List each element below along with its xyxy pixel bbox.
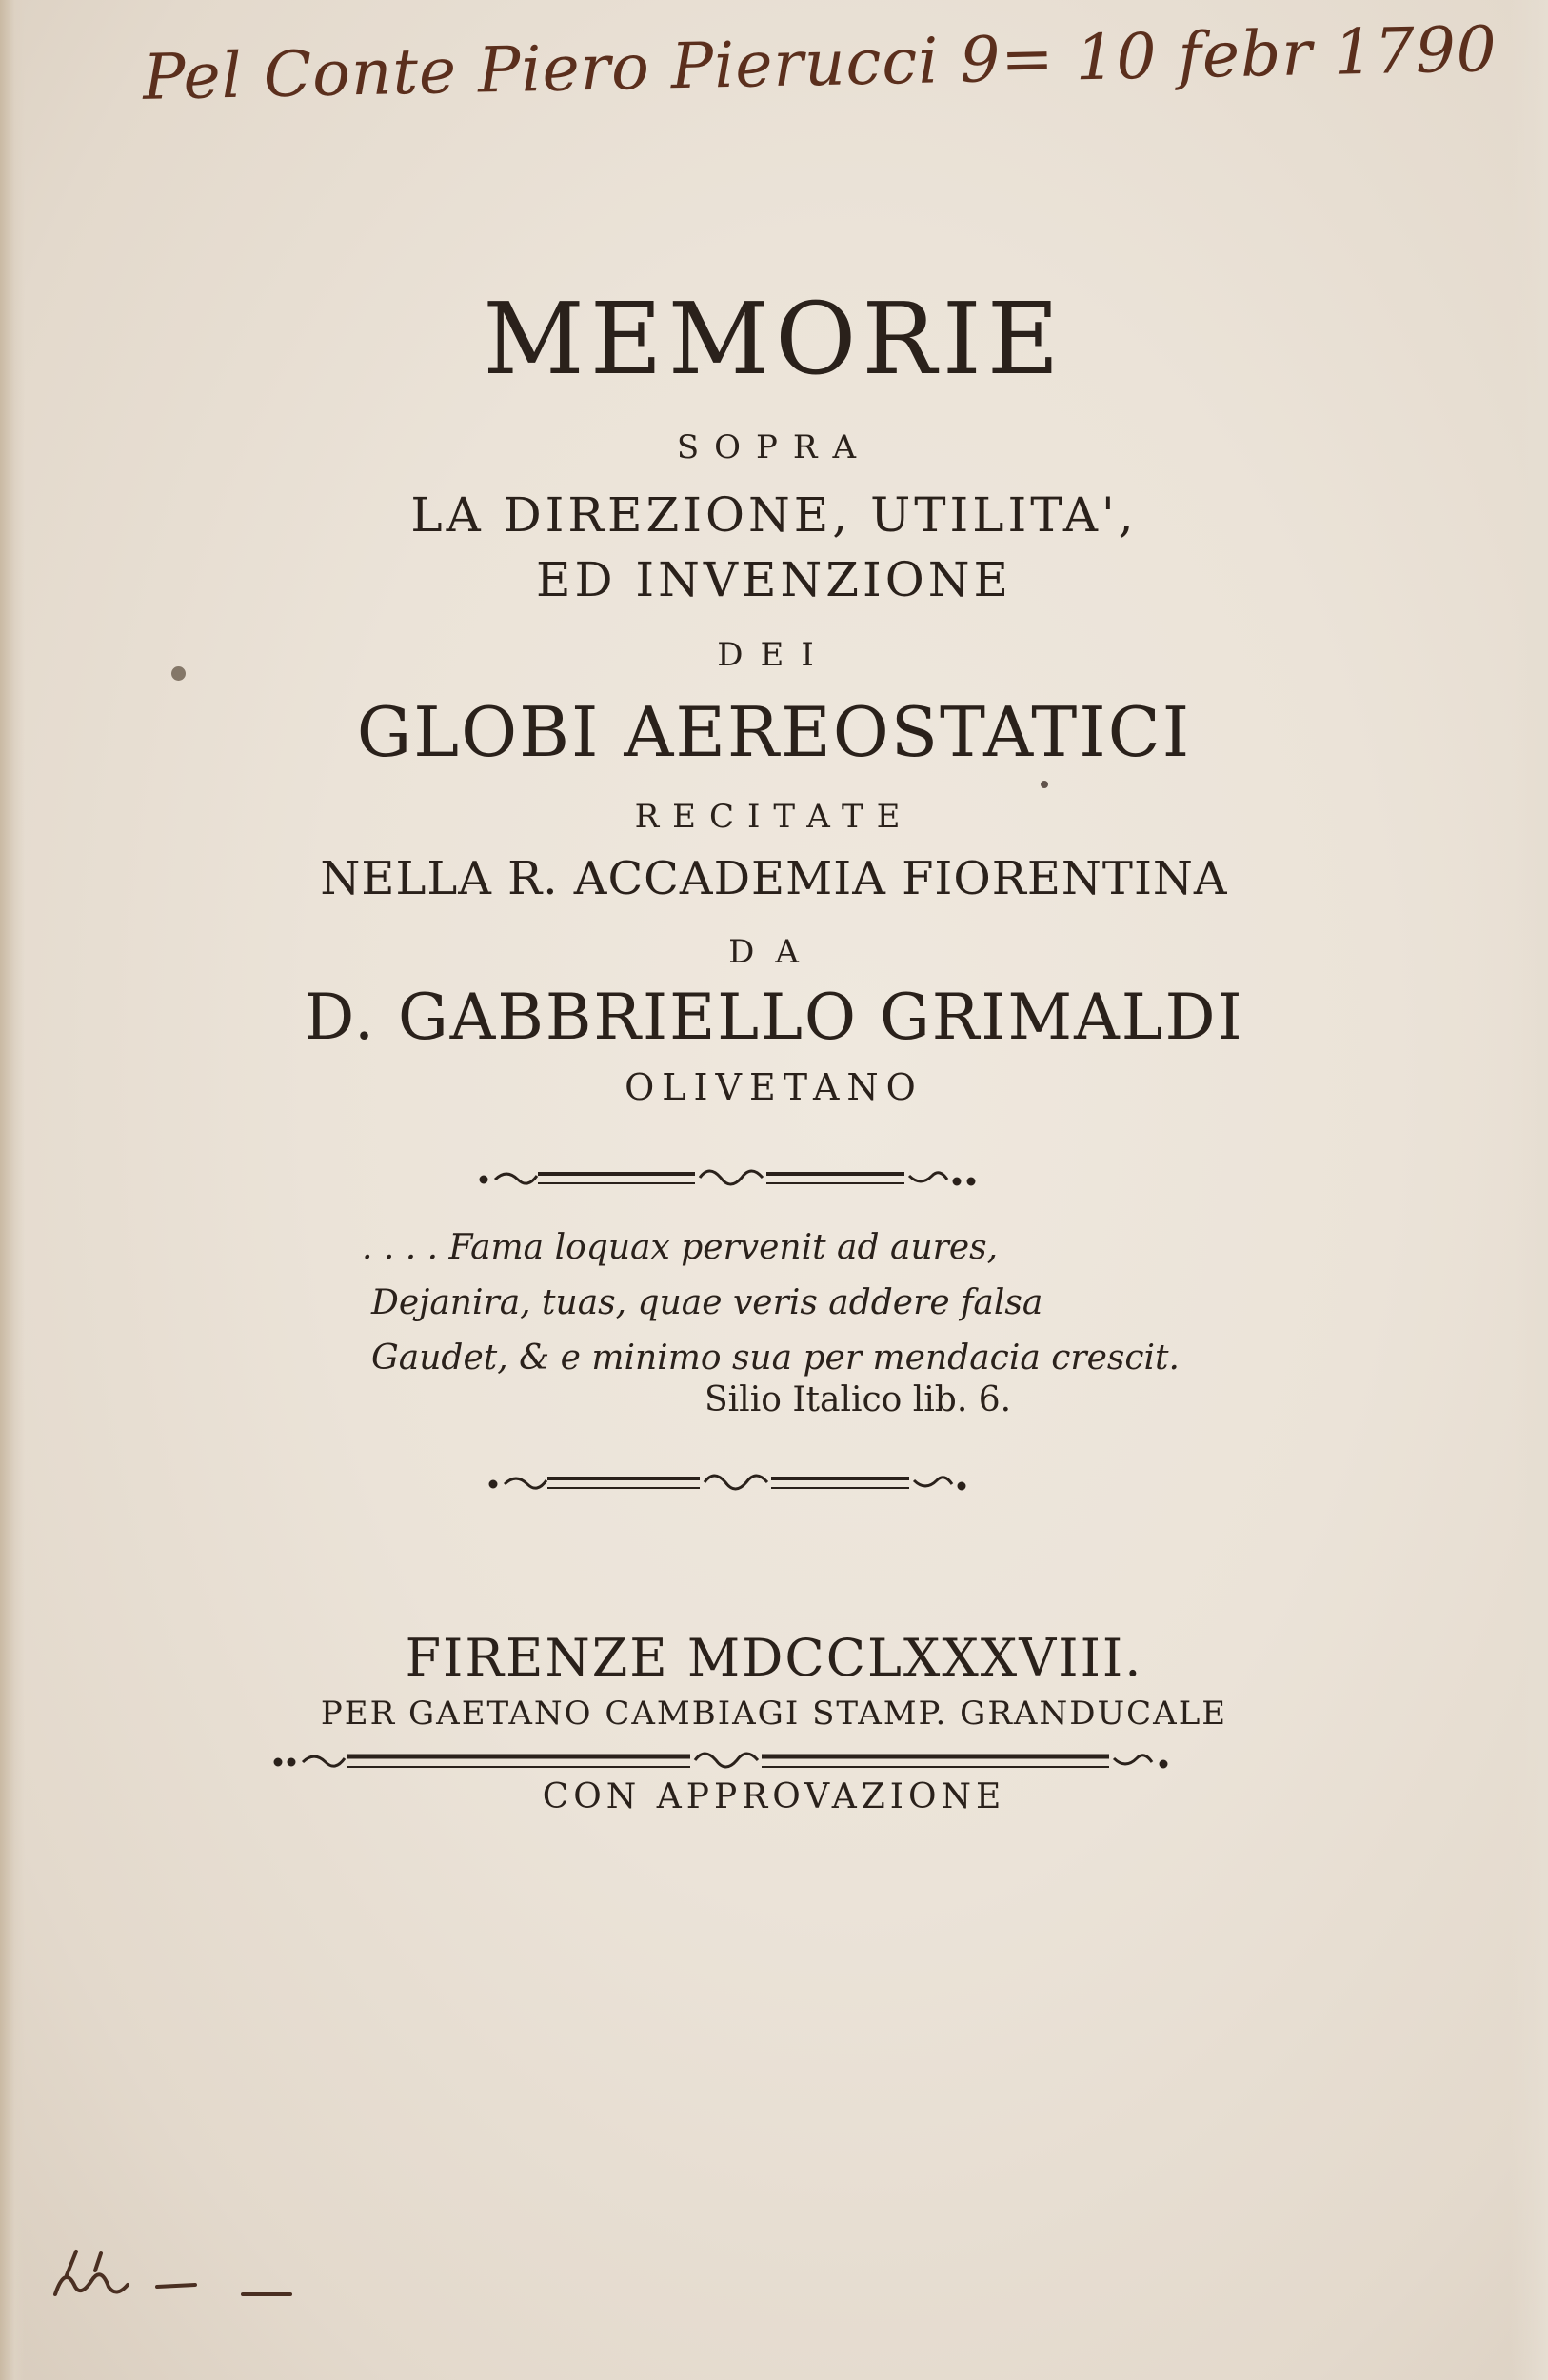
title-memorie: MEMORIE	[483, 281, 1065, 397]
imprint-city-year: FIRENZE MDCCLXXXVIII.	[405, 1628, 1143, 1688]
handwritten-inscription	[67, 8, 1498, 122]
title-sopra: SOPRA	[676, 428, 872, 466]
title-line-invenzione: ED INVENZIONE	[535, 552, 1013, 607]
author-order: OLIVETANO	[625, 1066, 923, 1108]
ornament-rule-bottom	[0, 1739, 1548, 1777]
imprint-approval: CON APPROVAZIONE	[542, 1777, 1006, 1816]
title-line-direzione: LA DIREZIONE, UTILITA',	[410, 487, 1138, 543]
epigraph-line-2: Dejanira, tuas, quae veris addere falsa	[371, 1283, 1043, 1322]
ornament-rule-middle	[0, 1461, 1548, 1499]
epigraph-attribution: Silio Italico lib. 6.	[705, 1380, 1012, 1419]
epigraph-line-1: . . . . Fama loquax pervenit ad aures,	[362, 1228, 999, 1267]
epigraph-line-3: Gaudet, & e minimo sua per mendacia crescit.	[371, 1339, 1180, 1378]
title-da: DA	[728, 933, 820, 971]
ornament-rule-top	[0, 1157, 1548, 1195]
title-recitate: RECITATE	[634, 798, 914, 836]
author-name: D. GABBRIELLO GRIMALDI	[304, 981, 1244, 1054]
title-subject: GLOBI AEREOSTATICI	[356, 692, 1192, 772]
title-place: NELLA R. ACCADEMIA FIORENTINA	[320, 852, 1228, 905]
ink-speck	[1041, 781, 1048, 788]
ink-spot	[171, 666, 186, 681]
inscription-text: Pel Conte Piero Pierucci 9= 10 febr 1790	[142, 12, 1498, 114]
title-dei: DEI	[717, 636, 831, 674]
pen-flourish-mark	[38, 2237, 324, 2323]
imprint-printer: PER GAETANO CAMBIAGI STAMP. GRANDUCALE	[320, 1695, 1228, 1733]
